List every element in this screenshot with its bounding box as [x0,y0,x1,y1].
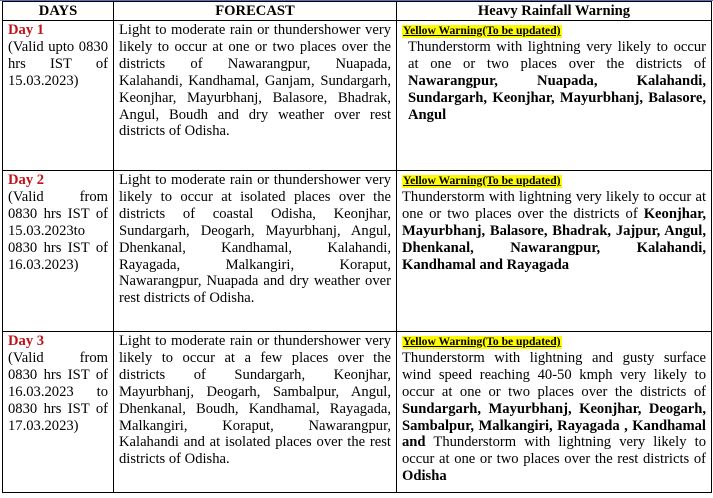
day-cell [3,332,114,493]
warning-text: Thunderstorm with lightning very likely to occur at one or two places over the districts of [402,188,706,222]
day-label: Day 3 [8,333,45,349]
forecast-cell: Light to moderate rain or thundershower very likely to occur at one or two places over the districts of Nawarangpur, Nuapada, Kalahandi, Kandhamal, Ganjam, Sundargarh, Keonjhar, Mayurbhanj, Balasore, Bhadrak, Angul, Boudh and dry weather over rest districts of Odisha. [114,21,397,171]
warning-text: Thunderstorm with lightning very likely to occur at one or two places over the districts of [408,38,706,72]
forecast-header: FORECAST [114,2,397,21]
warning-tail-bold: Odisha [402,468,447,485]
warning-tail: Thunderstorm with lightning very likely to occur at one or two places over the rest districts of [402,434,706,468]
yellow-warning-badge: Yellow Warning(To be updated) [403,24,561,37]
yellow-warning-badge: Yellow Warning(To be updated) [403,174,561,187]
table-row [3,171,712,332]
day-label: Day 1 [8,22,45,38]
table-row [3,332,712,493]
validity-text: (Valid from 0830 hrs IST of 16.03.2023 to 0830 hrs IST of 17.03.2023) [8,349,108,434]
warning-districts: Nawarangpur, Nuapada, Kalahandi, Sundargarh, Keonjhar, Mayurbhanj, Balasore, Angul [408,72,706,123]
days-header: DAYS [3,2,114,21]
forecast-cell: Light to moderate rain or thundershower very likely to occur at a few places over the districts of Sundargarh, Keonjhar, Mayurbhanj, Deogarh, Sambalpur, Angul, Dhenkanal, Boudh, Kandhamal, Rayagada, Malkangiri, Koraput, Nawarangpur, Kalahandi and at isolated places over the rest districts of Odisha. [114,332,397,493]
forecast-cell: Light to moderate rain or thundershower very likely to occur at isolated places over the districts of coastal Odisha, Keonjhar, Sundargarh, Deogarh, Mayurbhanj, Angul, Dhenkanal, Kandhamal, Kalahandi, Rayagada, Malkangiri, Koraput, Nawarangpur, Nuapada and dry weather over rest districts of Odisha. [114,171,397,332]
day-label: Day 2 [8,172,45,188]
forecast-table [2,1,712,493]
warning-districts: Keonjhar, Mayurbhanj, Balasore, Bhadrak, Jajpur, Angul, Dhenkanal, Nawarangpur, Kalahandi, Kandhamal and Rayagada [402,205,706,273]
table-row [3,21,712,171]
warning-cell [397,21,712,171]
warning-text-block [402,39,706,124]
day-cell [3,21,114,171]
warning-cell [397,171,712,332]
yellow-warning-badge: Yellow Warning(To be updated) [403,335,561,348]
warning-text: Thunderstorm with lightning and gusty surface wind speed reaching 40-50 kmph very likely to occur at one or two places over the districts of [402,349,706,400]
warning-text-block [402,350,706,485]
warning-header: Heavy Rainfall Warning [397,2,712,21]
day-cell [3,171,114,332]
validity-text: (Valid from 0830 hrs IST of 15.03.2023to 0830 hrs IST of 16.03.2023) [8,188,108,273]
warning-text-block [402,189,706,274]
header-row [3,2,712,21]
warning-cell [397,332,712,493]
warning-districts: Sundargarh, Mayurbhanj, Keonjhar, Deogarh, Sambalpur, Malkangiri, Rayagada , Kandhamal and [402,400,706,451]
validity-text: (Valid upto 0830 hrs IST of 15.03.2023) [8,38,108,89]
